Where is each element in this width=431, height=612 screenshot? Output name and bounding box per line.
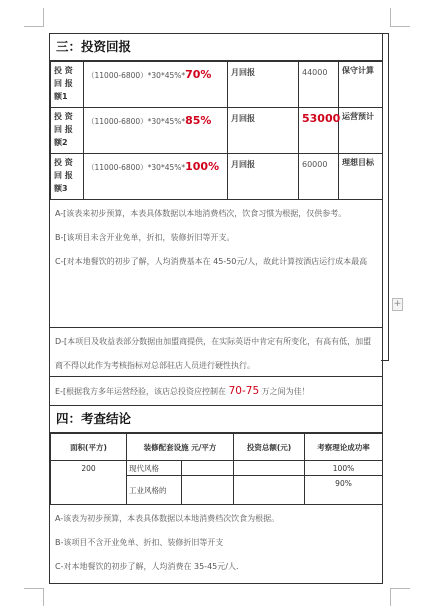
note-a: A-[该表来初步预算，本表具体数据以本地消费档次，饮食习惯为根据，仅供参考。 xyxy=(55,209,347,218)
note-c: C-对本地餐饮的初步了解，人均消费在 35-45元/人. xyxy=(55,562,239,571)
section3-notes-abc xyxy=(50,200,382,328)
crop-mark-top-left-h xyxy=(24,26,44,27)
header-success-rate: 考察理论成功率 xyxy=(305,434,383,461)
crop-mark-top-right-v xyxy=(390,8,391,26)
table-header-row xyxy=(51,434,383,461)
rate-value: 85% xyxy=(185,114,212,127)
note-b: B-[该项目未含开业免单，折扣，装修折旧等开支。 xyxy=(55,233,235,242)
note-b: B-该项目不含开业免单、折扣、装修折旧等开支 xyxy=(55,538,224,547)
note-a: A-该表为初步预算，本表具体数据以本地消费档次饮食为根据。 xyxy=(55,514,280,523)
crop-mark-top-left-v xyxy=(43,8,44,26)
monthly-label: 月回报 xyxy=(228,108,299,154)
crop-mark-bottom-right-v xyxy=(390,588,391,606)
row-label: 投 资 回 报 额3 xyxy=(51,154,84,200)
empty-cell xyxy=(182,476,234,505)
rate-cell: 90% xyxy=(305,476,383,505)
table-move-handle-icon[interactable]: + xyxy=(393,299,402,309)
empty-cell xyxy=(182,461,234,476)
note-c: C-[对本地餐饮的初步了解，人均消费基本在 45-50元/人，故此计算按酒店运行成本最高 xyxy=(55,257,368,266)
formula-cell: （11000-6800）*30*45%*70% xyxy=(84,62,228,108)
monthly-label: 月回报 xyxy=(228,154,299,200)
monthly-label: 月回报 xyxy=(228,62,299,108)
section4-title: 四：考查结论 xyxy=(50,406,382,433)
rate-cell: 100% xyxy=(305,461,383,476)
style-cell: 工业风格的 xyxy=(127,476,182,505)
rate-value: 100% xyxy=(185,160,220,173)
tag-cell: 保守计算 xyxy=(339,62,383,108)
crop-mark-bottom-left-v xyxy=(43,588,44,606)
formula-cell: （11000-6800）*30*45%*85% xyxy=(84,108,228,154)
conclusion-table xyxy=(50,433,383,505)
investment-range: 70-75 xyxy=(228,385,260,397)
amount-cell: 44000 xyxy=(299,62,339,108)
formula-cell: （11000-6800）*30*45%*100% xyxy=(84,154,228,200)
header-investment: 投资总额(元) xyxy=(234,434,305,461)
header-area: 面积(平方) xyxy=(51,434,127,461)
table-row xyxy=(51,62,383,108)
empty-cell xyxy=(234,476,305,505)
tag-cell: 运营预计 xyxy=(339,108,383,154)
area-value: 200 xyxy=(51,461,127,505)
document-body xyxy=(49,33,383,584)
investment-return-table xyxy=(50,61,383,200)
amount-cell: 60000 xyxy=(299,154,339,200)
section3-note-d: D-[本项目及收益表部分数据由加盟商提供，在实际英语中肯定有所变化，有高有低，加盟商不得以此作为考核指标对总部驻店人员进行硬性执行。 xyxy=(50,328,382,377)
tag-cell: 理想目标 xyxy=(339,154,383,200)
empty-cell xyxy=(234,461,305,476)
section4-notes xyxy=(50,505,382,584)
style-cell: 现代风格 xyxy=(127,461,182,476)
section3-title: 三：投资回报 xyxy=(50,33,382,61)
amount-cell: 53000 xyxy=(299,108,339,154)
crop-mark-bottom-right-h xyxy=(390,588,410,589)
row-label: 投 资 回 报 额2 xyxy=(51,108,84,154)
rate-value: 70% xyxy=(185,68,212,81)
row-label: 投 资 回 报 额1 xyxy=(51,62,84,108)
table-row xyxy=(51,154,383,200)
header-decoration: 装修配套设施 元/平方 xyxy=(127,434,234,461)
crop-mark-top-right-h xyxy=(390,26,410,27)
crop-mark-bottom-left-h xyxy=(24,588,44,589)
table-row xyxy=(51,461,383,476)
section3-note-e: E-[根据我方多年运营经验，该店总投资应控制在 70-75 万之间为佳！ xyxy=(50,377,382,406)
table-row xyxy=(51,108,383,154)
